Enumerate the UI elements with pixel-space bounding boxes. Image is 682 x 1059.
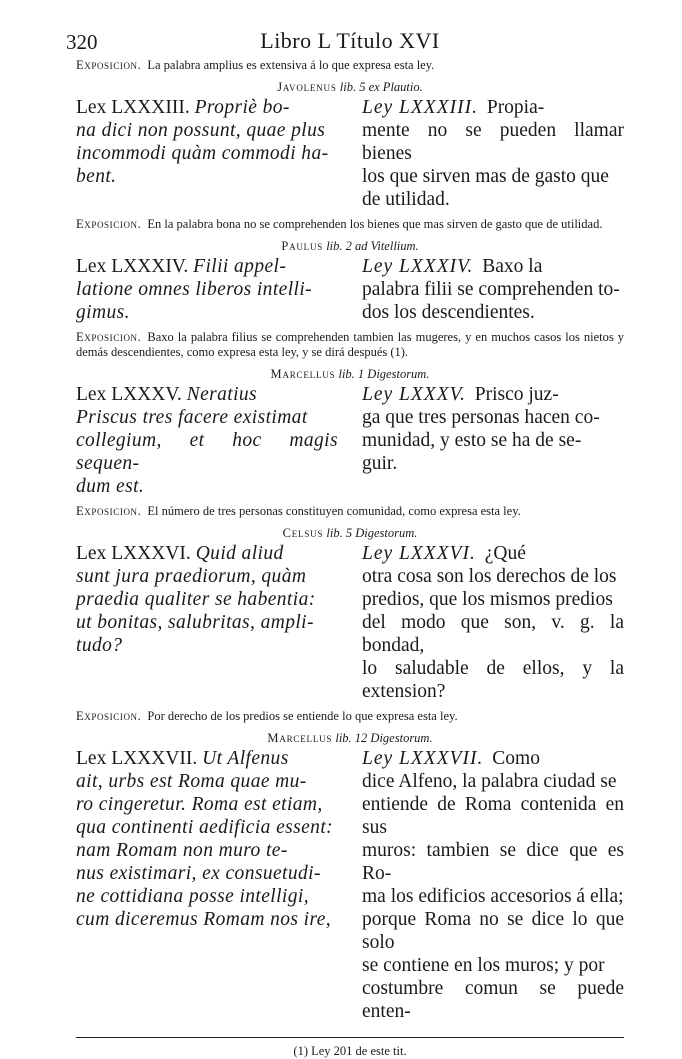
exposicion-label: Exposicion. (76, 58, 142, 72)
exposicion-text: En la palabra bona no se comprehenden los bienes que mas sirven de gasto que de utilidad. (147, 217, 603, 231)
spanish-line: ga que tres personas hacen co- (362, 407, 600, 428)
citation-reference: lib. 12 Digestorum. (332, 731, 433, 745)
spanish-heading: Ley LXXXVI. (362, 543, 476, 564)
footnote-rule (76, 1037, 624, 1038)
citation-author: Javolenus (277, 80, 337, 94)
latin-heading: Lex LXXXV. (76, 384, 187, 405)
law-row (76, 383, 624, 498)
exposicion-text: Baxo la palabra filius se comprehenden tambien las mugeres, y en muchos casos los nietos y demás descendientes, como expresa esta ley, y se dirá después (1). (76, 330, 624, 359)
exposicion-paragraph (76, 58, 624, 73)
latin-heading: Lex LXXXIV. (76, 256, 194, 277)
spanish-line: costumbre comun se puede enten- (362, 978, 624, 1022)
latin-line: cum diceremus Romam nos ire, (76, 909, 332, 930)
latin-line: nam Romam non muro te- (76, 840, 288, 861)
spanish-line: Como (487, 748, 540, 769)
spanish-line: lo saludable de ellos, y la extension? (362, 658, 624, 702)
latin-heading: Lex LXXXVI. (76, 543, 196, 564)
source-citation (76, 367, 624, 382)
exposicion-label: Exposicion. (76, 504, 142, 518)
latin-heading: Lex LXXXVII. (76, 748, 203, 769)
latin-line: ut bonitas, salubritas, ampli- (76, 612, 314, 633)
latin-line: na dici non possunt, quae plus (76, 120, 326, 141)
spanish-line: guir. (362, 453, 398, 474)
citation-reference: lib. 2 ad Vitellium. (323, 239, 419, 253)
page (66, 28, 624, 1059)
citation-author: Marcellus (267, 731, 333, 745)
exposicion-label: Exposicion. (76, 330, 142, 344)
spanish-text (362, 96, 624, 211)
latin-line: sunt jura praediorum, quàm (76, 566, 307, 587)
footnote: (1) Ley 201 de este tit. (293, 1044, 407, 1058)
spanish-line: dice Alfeno, la palabra ciudad se (362, 771, 617, 792)
latin-line: latione omnes liberos intelli- (76, 279, 313, 300)
spanish-line: otra cosa son los derechos de los (362, 566, 617, 587)
exposicion-label: Exposicion. (76, 709, 142, 723)
spanish-line: Propia- (481, 97, 545, 118)
exposicion-paragraph (76, 330, 624, 360)
citation-author: Marcellus (270, 367, 336, 381)
latin-line: ro cingeretur. Roma est etiam, (76, 794, 323, 815)
exposicion-paragraph (76, 504, 624, 519)
law-row (76, 542, 624, 703)
latin-line: Ut Alfenus (202, 748, 289, 769)
spanish-line: dos los descendientes. (362, 302, 535, 323)
citation-reference: lib. 5 Digestorum. (323, 526, 418, 540)
latin-line: Quid aliud (195, 543, 284, 564)
spanish-line: mente no se pueden llamar bienes (362, 120, 624, 164)
law-row (76, 96, 624, 211)
spanish-heading: Ley LXXXIV. (362, 256, 474, 277)
law-row (76, 747, 624, 1023)
exposicion-paragraph (76, 217, 624, 232)
spanish-heading: Ley LXXXVII. (362, 748, 484, 769)
latin-line: bent. (76, 166, 117, 187)
spanish-line: muros: tambien se dice que es Ro- (362, 840, 624, 884)
exposicion-text: La palabra amplius es extensiva á lo que expresa esta ley. (147, 58, 435, 72)
latin-line: collegium, et hoc magis sequen- (76, 430, 338, 474)
latin-line: praedia qualiter se habentia: (76, 589, 316, 610)
spanish-text (362, 383, 624, 498)
spanish-line: los que sirven mas de gasto que (362, 166, 609, 187)
page-header (66, 28, 624, 58)
exposicion-paragraph (76, 709, 624, 724)
latin-line: Priscus tres facere existimat (76, 407, 308, 428)
spanish-line: Baxo la (477, 256, 543, 277)
exposicion-text: Por derecho de los predios se entiende lo que expresa esta ley. (147, 709, 458, 723)
source-citation (76, 731, 624, 746)
spanish-text (362, 255, 624, 324)
spanish-line: ¿Qué (479, 543, 526, 564)
spanish-line: predios, que los mismos predios (362, 589, 613, 610)
latin-line: nus existimari, ex consuetudi- (76, 863, 321, 884)
latin-line: gimus. (76, 302, 130, 323)
latin-line: ait, urbs est Roma quae mu- (76, 771, 307, 792)
latin-line: dum est. (76, 476, 145, 497)
latin-line: tudo? (76, 635, 123, 656)
spanish-line: entiende de Roma contenida en sus (362, 794, 624, 838)
citation-reference: lib. 5 ex Plautio. (336, 80, 423, 94)
latin-line: Neratius (186, 384, 258, 405)
latin-text (76, 542, 338, 703)
exposicion-text: El número de tres personas constituyen comunidad, como expresa esta ley. (147, 504, 521, 518)
spanish-heading: Ley LXXXIII. (362, 97, 478, 118)
spanish-line: de utilidad. (362, 189, 450, 210)
spanish-line: del modo que son, v. g. la bondad, (362, 612, 624, 656)
spanish-line: ma los edificios accesorios á ella; (362, 886, 624, 907)
source-citation (76, 80, 624, 95)
latin-line: Filii appel- (193, 256, 287, 277)
latin-text (76, 255, 338, 324)
source-citation (76, 526, 624, 541)
latin-line: Propriè bo- (194, 97, 290, 118)
latin-line: ne cottidiana posse intelligi, (76, 886, 309, 907)
citation-author: Celsus (282, 526, 324, 540)
spanish-line: Prisco juz- (469, 384, 559, 405)
citation-author: Paulus (281, 239, 324, 253)
spanish-text (362, 747, 624, 1023)
latin-line: qua continenti aedificia essent: (76, 817, 334, 838)
latin-heading: Lex LXXXIII. (76, 97, 195, 118)
latin-text (76, 96, 338, 211)
latin-text (76, 383, 338, 498)
page-content (76, 58, 624, 1023)
latin-line: incommodi quàm commodi ha- (76, 143, 329, 164)
law-row (76, 255, 624, 324)
spanish-line: porque Roma no se dice lo que solo (362, 909, 624, 953)
exposicion-label: Exposicion. (76, 217, 142, 231)
latin-text (76, 747, 338, 1023)
spanish-line: palabra filii se comprehenden to- (362, 279, 620, 300)
citation-reference: lib. 1 Digestorum. (335, 367, 430, 381)
source-citation (76, 239, 624, 254)
spanish-line: munidad, y esto se ha de se- (362, 430, 582, 451)
spanish-text (362, 542, 624, 703)
page-number: 320 (66, 30, 98, 54)
spanish-heading: Ley LXXXV. (362, 384, 466, 405)
spanish-line: se contiene en los muros; y por (362, 955, 605, 976)
running-title: Libro L Título XVI (260, 28, 440, 53)
